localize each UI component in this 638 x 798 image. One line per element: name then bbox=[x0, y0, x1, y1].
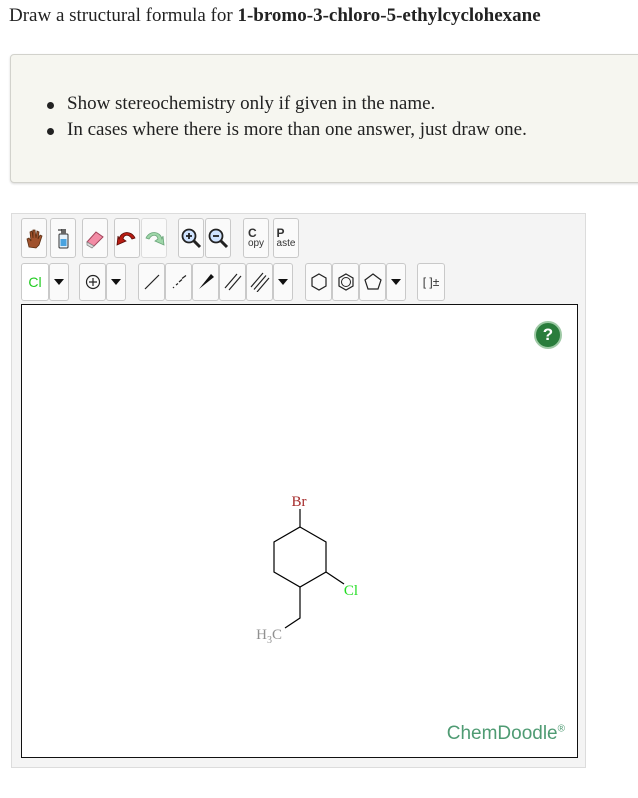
charge-icon bbox=[85, 274, 101, 290]
brand-mark: ® bbox=[557, 723, 565, 735]
atom-br: Br bbox=[291, 494, 307, 510]
zoom-out-icon bbox=[207, 227, 229, 249]
atom-cl: Cl bbox=[343, 583, 359, 599]
ring-bonds bbox=[274, 509, 344, 628]
chevron-down-icon bbox=[278, 279, 288, 285]
paste-button[interactable] bbox=[273, 218, 299, 258]
double-bond-icon bbox=[223, 272, 243, 292]
paste-label-bottom: aste bbox=[276, 237, 296, 249]
question-text bbox=[9, 5, 541, 27]
element-selected-label: Cl bbox=[28, 274, 42, 290]
bond-to-cl bbox=[326, 572, 344, 584]
zoom-in-button[interactable] bbox=[178, 218, 204, 258]
double-bond-button[interactable] bbox=[219, 263, 246, 301]
wedge-bond-icon bbox=[196, 272, 216, 292]
instruction-item: Show stereochemistry only if given in the name. bbox=[67, 91, 527, 117]
charge-button[interactable] bbox=[79, 263, 106, 301]
chemdoodle-brand bbox=[447, 723, 565, 745]
zoom-out-button[interactable] bbox=[205, 218, 231, 258]
clear-button[interactable] bbox=[50, 218, 76, 258]
clear-icon bbox=[54, 225, 72, 251]
help-button[interactable]: ? bbox=[534, 321, 562, 349]
recessed-bond-icon bbox=[169, 272, 189, 292]
ethyl-sub: 3 bbox=[266, 635, 272, 646]
instructions-list bbox=[67, 91, 527, 143]
ethyl-h: H bbox=[256, 627, 267, 643]
copy-button[interactable] bbox=[243, 218, 269, 258]
cyclohexane-icon bbox=[309, 272, 329, 292]
eraser-button[interactable] bbox=[82, 218, 108, 258]
compound-name: 1-bromo-3-chloro-5-ethylcyclohexane bbox=[237, 5, 541, 26]
chevron-down-icon bbox=[54, 279, 64, 285]
undo-button[interactable] bbox=[114, 218, 140, 258]
ring-dropdown-button[interactable] bbox=[386, 263, 406, 301]
chevron-down-icon bbox=[391, 279, 401, 285]
molecule-drawing bbox=[22, 305, 577, 757]
cyclopentane-button[interactable] bbox=[359, 263, 386, 301]
copy-label-bottom: opy bbox=[247, 237, 265, 249]
hand-tool-button[interactable] bbox=[21, 218, 47, 258]
element-dropdown-button[interactable] bbox=[49, 263, 69, 301]
undo-icon bbox=[115, 227, 139, 249]
instructions-box bbox=[10, 54, 638, 183]
element-selector[interactable] bbox=[21, 263, 49, 301]
recessed-bond-button[interactable] bbox=[165, 263, 192, 301]
redo-button[interactable] bbox=[141, 218, 167, 258]
single-bond-icon bbox=[142, 272, 162, 292]
triple-bond-icon bbox=[250, 272, 270, 292]
bond-dropdown-button[interactable] bbox=[273, 263, 293, 301]
redo-icon bbox=[142, 227, 166, 249]
hand-icon bbox=[24, 227, 44, 249]
brand-name: ChemDoodle bbox=[446, 723, 558, 744]
charge-dropdown-button[interactable] bbox=[106, 263, 126, 301]
benzene-icon bbox=[336, 272, 356, 292]
eraser-icon bbox=[84, 227, 106, 249]
atom-ethyl-ch3 bbox=[256, 627, 282, 646]
single-bond-button[interactable] bbox=[138, 263, 165, 301]
ethyl-c: C bbox=[271, 627, 282, 643]
cyclohexane-button[interactable] bbox=[305, 263, 332, 301]
bracket-button[interactable] bbox=[417, 263, 445, 301]
paste-label-top: P bbox=[276, 225, 285, 240]
chevron-down-icon bbox=[111, 279, 121, 285]
question-prefix: Draw a structural formula for bbox=[9, 5, 238, 26]
bond-ethyl-ch2 bbox=[285, 587, 300, 628]
drawing-canvas[interactable] bbox=[21, 304, 578, 758]
cyclopentane-icon bbox=[363, 272, 383, 292]
wedge-bond-button[interactable] bbox=[192, 263, 219, 301]
triple-bond-button[interactable] bbox=[246, 263, 273, 301]
benzene-button[interactable] bbox=[332, 263, 359, 301]
instruction-item: In cases where there is more than one answer, just draw one. bbox=[67, 117, 527, 143]
chemdoodle-editor bbox=[11, 213, 586, 768]
bond bbox=[274, 527, 326, 587]
bracket-label: [ ]± bbox=[422, 275, 440, 289]
copy-label-top: C bbox=[247, 225, 257, 240]
zoom-in-icon bbox=[180, 227, 202, 249]
